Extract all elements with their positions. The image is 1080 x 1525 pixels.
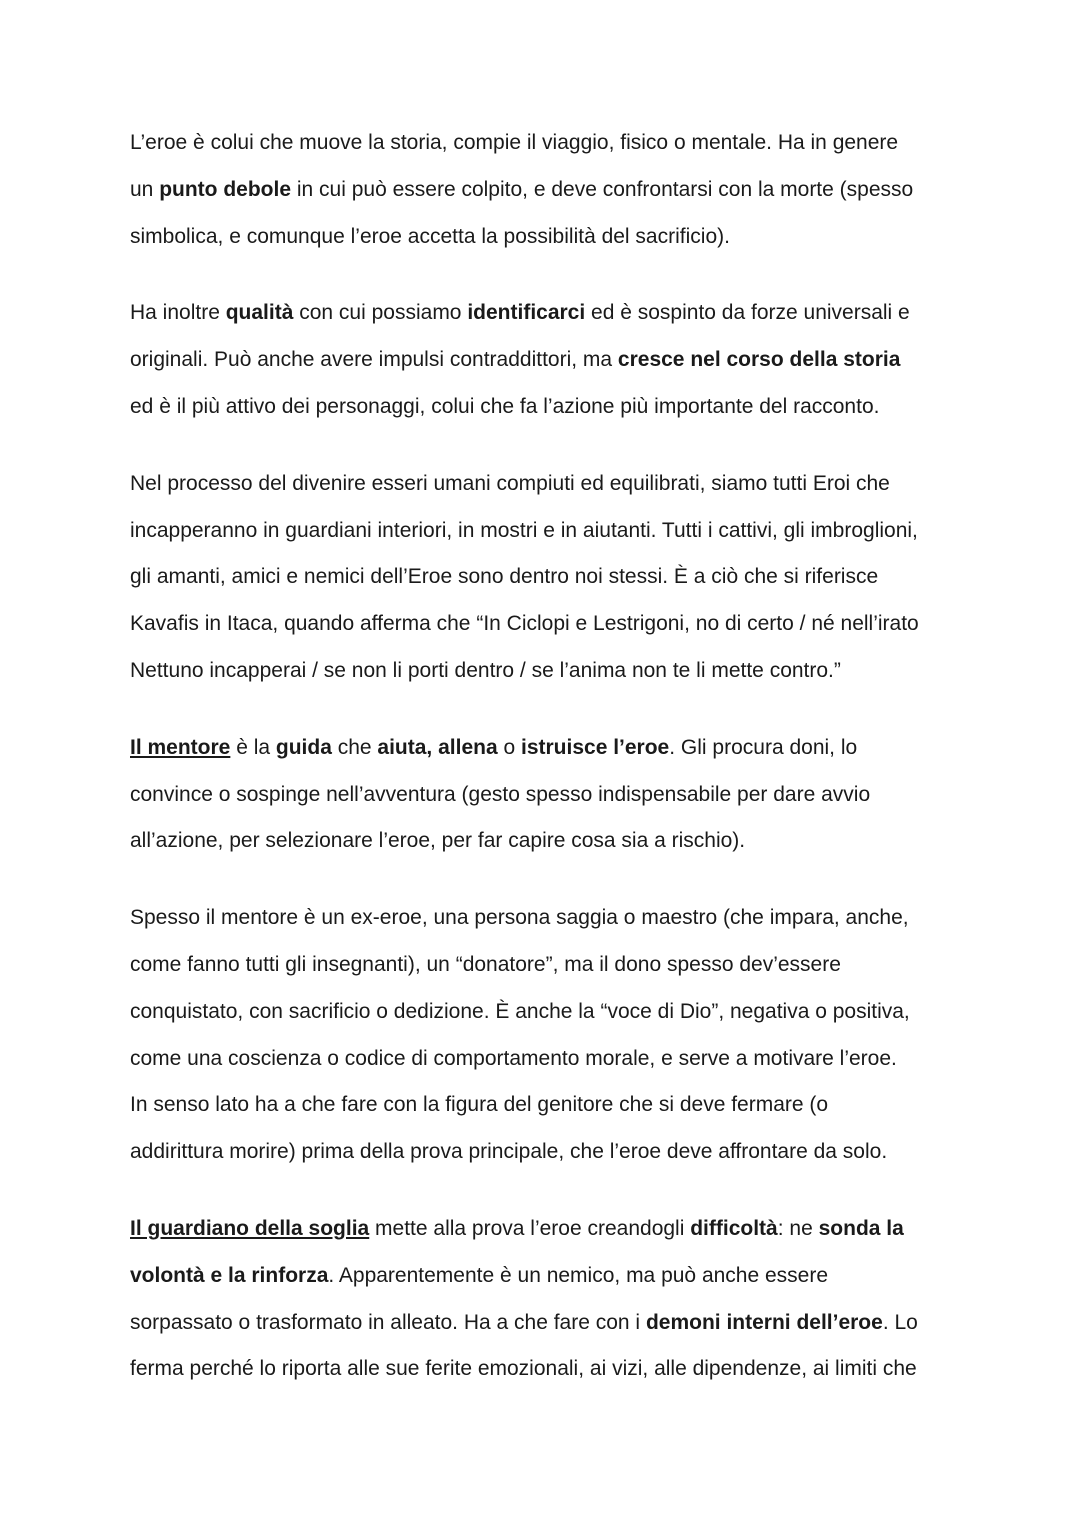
bold-text: difficoltà (690, 1216, 778, 1240)
text-run: : ne (777, 1216, 819, 1240)
text-run: mette alla prova l’eroe creandogli (369, 1216, 691, 1240)
paragraph (130, 461, 960, 695)
text-run: ed è sospinto da forze universali e (585, 301, 910, 325)
text-run: o (497, 735, 521, 759)
bold-text: cresce nel corso della storia (617, 348, 901, 372)
paragraph (130, 1206, 960, 1393)
text-line (130, 648, 960, 695)
text-line (130, 772, 960, 819)
text-line (130, 1129, 960, 1176)
bold-text: guida (275, 735, 332, 759)
text-run: gli amanti, amici e nemici dell’Eroe sono dentro noi stessi. È a ciò che si riferisce (130, 565, 879, 589)
text-line (130, 554, 960, 601)
text-run: come una coscienza o codice di comportamento morale, e serve a motivare l’eroe. (130, 1046, 897, 1070)
bold-text: volontà e la rinforza (130, 1263, 329, 1287)
text-run: ed è il più attivo dei personaggi, colui che fa l’azione più importante del racconto. (130, 394, 880, 418)
text-run: . Gli procura doni, lo (669, 735, 858, 759)
text-line (130, 725, 960, 772)
bold-text: punto debole (159, 177, 292, 201)
text-line (130, 461, 960, 508)
text-run: che (331, 735, 378, 759)
text-line (130, 601, 960, 648)
paragraph (130, 725, 960, 865)
text-line (130, 120, 960, 167)
text-line (130, 384, 960, 431)
text-line (130, 989, 960, 1036)
text-line (130, 1300, 960, 1347)
text-run: In senso lato ha a che fare con la figura del genitore che si deve fermare (o (130, 1093, 829, 1117)
text-line (130, 214, 960, 261)
text-run: . Apparentemente è un nemico, ma può anche essere (328, 1263, 829, 1287)
text-run: incapperanno in guardiani interiori, in mostri e in aiutanti. Tutti i cattivi, gli imbroglioni, (130, 518, 918, 542)
text-run: Ha inoltre (130, 301, 226, 325)
text-line (130, 1206, 960, 1253)
text-run: è la (230, 735, 276, 759)
text-run: con cui possiamo (293, 301, 468, 325)
text-run: all’azione, per selezionare l’eroe, per far capire cosa sia a rischio). (130, 829, 746, 853)
paragraph (130, 120, 960, 260)
paragraph (130, 895, 960, 1176)
text-run: L’eroe è colui che muove la storia, compie il viaggio, fisico o mentale. Ha in genere (130, 131, 899, 154)
text-run: convince o sospinge nell’avventura (gesto spesso indispensabile per dare avvio (130, 782, 871, 806)
text-line (130, 1082, 960, 1129)
text-run: conquistato, con sacrificio o dedizione. È anche la “voce di Dio”, negativa o positiva, (130, 999, 910, 1023)
text-line (130, 167, 960, 214)
bold-text: identificarci (467, 301, 586, 325)
bold-text: qualità (225, 301, 294, 325)
text-line (130, 1036, 960, 1083)
text-run: Nettuno incapperai / se non li porti dentro / se l’anima non te li mette contro.” (130, 658, 841, 682)
text-run: . Lo (882, 1310, 918, 1334)
text-line (130, 508, 960, 555)
text-line (130, 942, 960, 989)
text-line (130, 337, 960, 384)
bold-text: aiuta, allena (377, 735, 498, 759)
text-run: Nel processo del divenire esseri umani compiuti ed equilibrati, siamo tutti Eroi che (130, 471, 890, 495)
text-run: come fanno tutti gli insegnanti), un “donatore”, ma il dono spesso dev’essere (130, 952, 841, 976)
paragraph (130, 290, 960, 430)
text-line (130, 1346, 960, 1393)
term-heading: Il mentore (130, 735, 231, 759)
text-run: ferma perché lo riporta alle sue ferite emozionali, ai vizi, alle dipendenze, ai limiti che (130, 1357, 917, 1381)
text-run: originali. Può anche avere impulsi contraddittori, ma (130, 348, 618, 372)
text-run: addirittura morire) prima della prova principale, che l’eroe deve affrontare da solo. (130, 1140, 888, 1164)
text-run: Spesso il mentore è un ex-eroe, una persona saggia o maestro (che impara, anche, (130, 906, 909, 930)
text-run: Kavafis in Itaca, quando afferma che “In Ciclopi e Lestrigoni, no di certo / né nell’irato (130, 612, 919, 636)
text-run: un (130, 177, 160, 201)
bold-text: demoni interni dell’eroe (645, 1310, 883, 1334)
text-run: sorpassato o trasformato in alleato. Ha a che fare con i (130, 1310, 646, 1334)
bold-text: sonda la (818, 1216, 904, 1240)
text-run: simbolica, e comunque l’eroe accetta la possibilità del sacrificio). (130, 224, 730, 248)
text-line (130, 1253, 960, 1300)
text-line (130, 895, 960, 942)
term-heading: Il guardiano della soglia (130, 1216, 370, 1240)
document-page (130, 120, 960, 1423)
text-line (130, 290, 960, 337)
bold-text: istruisce l’eroe (521, 735, 670, 759)
text-run: in cui può essere colpito, e deve confrontarsi con la morte (spesso (291, 177, 914, 201)
text-line (130, 818, 960, 865)
